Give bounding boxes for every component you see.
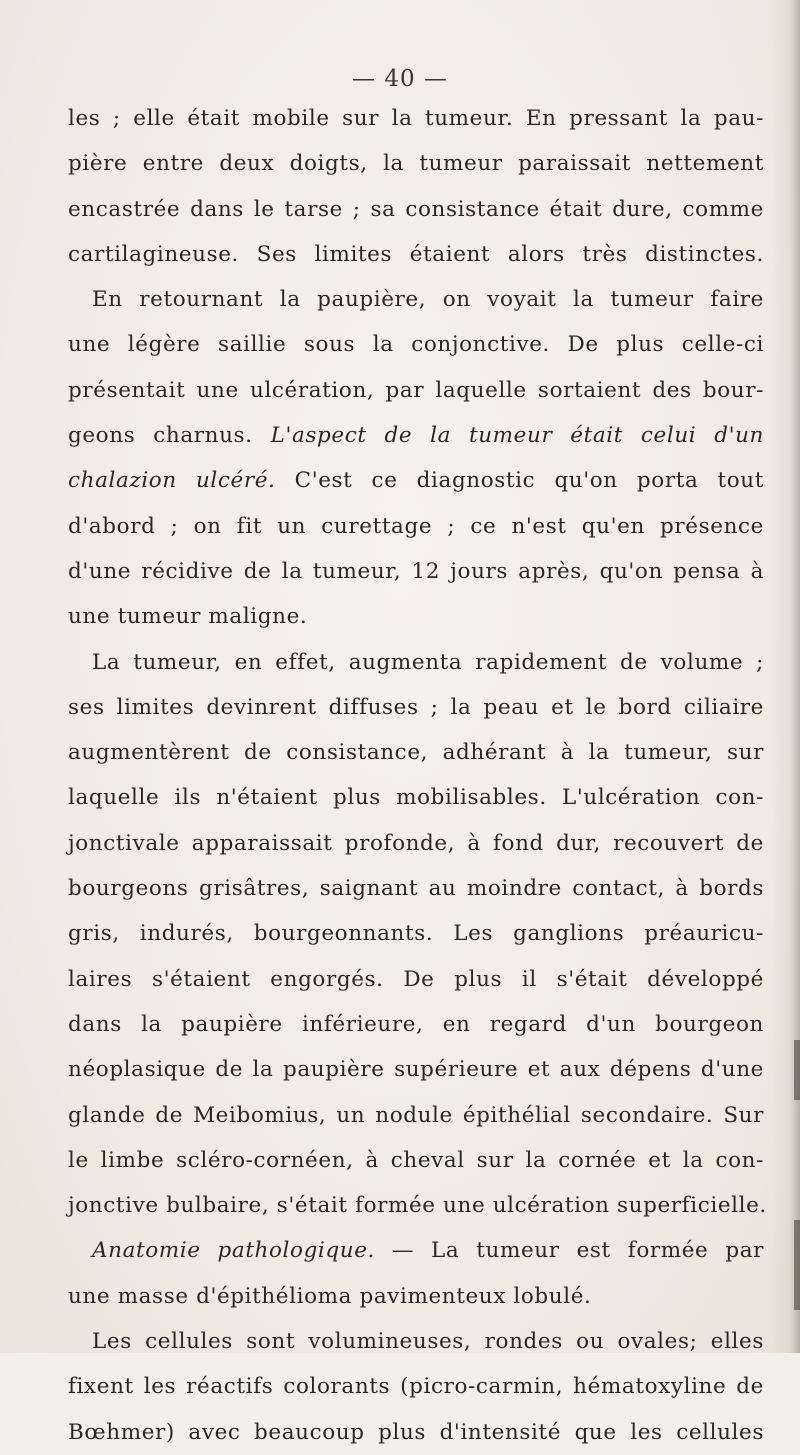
text-line	[68, 368, 764, 413]
text-segment: dans la paupière inférieure, en regard d'un bourgeon	[68, 1011, 764, 1037]
text-line	[68, 549, 764, 594]
text-segment: d'abord ; on fit un curettage ; ce n'est qu'en présence	[68, 513, 764, 539]
text-line	[68, 1093, 764, 1138]
text-segment: le limbe scléro-cornéen, à cheval sur la cornée et la con-	[68, 1147, 764, 1173]
text-segment: une masse d'épithélioma pavimenteux lobulé.	[68, 1283, 592, 1309]
text-line	[68, 1228, 764, 1273]
page-edge-shadow	[794, 1040, 800, 1100]
text-line	[68, 96, 764, 141]
text-segment: d'une récidive de la tumeur, 12 jours après, qu'on pensa à	[68, 558, 764, 584]
text-segment: — La tumeur est formée par	[374, 1238, 765, 1264]
italic-text-segment: L'aspect de la tumeur était celui d'un	[270, 423, 764, 449]
text-line	[68, 685, 764, 730]
text-segment: glande de Meibomius, un nodule épithélial secondaire. Sur	[68, 1102, 764, 1128]
text-segment: augmentèrent de consistance, adhérant à la tumeur, sur	[68, 740, 764, 766]
text-segment: une légère saillie sous la conjonctive. De plus celle-ci	[68, 332, 764, 358]
text-segment: fixent les réactifs colorants (picro-carmin, hématoxyline de	[68, 1374, 764, 1400]
text-segment: En retournant la paupière, on voyait la tumeur faire	[92, 287, 764, 313]
text-line	[68, 730, 764, 775]
text-line	[68, 1183, 767, 1228]
text-segment: présentait une ulcération, par laquelle sortaient des bour-	[68, 377, 764, 403]
text-line	[68, 413, 764, 458]
text-segment: La tumeur, en effet, augmenta rapidement de volume ;	[92, 649, 764, 675]
text-line	[68, 1410, 764, 1455]
page-edge-shadow	[794, 1220, 800, 1310]
text-line	[68, 1002, 764, 1047]
text-line	[68, 187, 764, 232]
text-segment: geons charnus.	[68, 423, 271, 449]
text-segment: C'est ce diagnostic qu'on porta tout	[275, 468, 764, 494]
text-segment: jonctive bulbaire, s'était formée une ulcération superficielle.	[68, 1193, 767, 1219]
page-number-header: — 40 —	[352, 66, 448, 92]
text-segment: ses limites devinrent diffuses ; la peau et le bord ciliaire	[68, 694, 764, 720]
text-segment: Bœhmer) avec beaucoup plus d'intensité que les cellules	[68, 1419, 764, 1445]
text-line	[68, 141, 764, 186]
text-segment: pière entre deux doigts, la tumeur paraissait nettement	[68, 151, 764, 177]
text-segment: néoplasique de la paupière supérieure et aux dépens d'une	[68, 1057, 764, 1083]
text-line	[68, 322, 764, 367]
text-line	[68, 1274, 764, 1319]
text-segment: Les cellules sont volumineuses, rondes ou ovales; elles	[92, 1329, 764, 1355]
text-line	[68, 458, 764, 503]
text-segment: bourgeons grisâtres, saignant au moindre contact, à bords	[68, 876, 764, 902]
text-segment: gris, indurés, bourgeonnants. Les ganglions préauricu-	[68, 921, 764, 947]
text-segment: jonctivale apparaissait profonde, à fond dur, recouvert de	[68, 830, 764, 856]
text-line	[68, 277, 764, 322]
text-line	[68, 1138, 764, 1183]
text-line	[68, 504, 764, 549]
text-segment: cartilagineuse. Ses limites étaient alors très distinctes.	[68, 241, 764, 267]
text-line	[68, 866, 764, 911]
text-line	[68, 232, 764, 277]
text-line	[68, 640, 764, 685]
text-line	[68, 1319, 764, 1364]
text-segment: une tumeur maligne.	[68, 604, 308, 630]
text-segment: les ; elle était mobile sur la tumeur. En pressant la pau-	[68, 106, 764, 131]
text-line	[68, 911, 764, 956]
text-line	[68, 594, 764, 639]
italic-text-segment: chalazion ulcéré.	[68, 468, 276, 494]
text-line	[68, 775, 764, 820]
text-line	[68, 821, 764, 866]
text-line	[68, 1047, 764, 1092]
italic-text-segment: Anatomie pathologique.	[92, 1238, 375, 1264]
text-line	[68, 1364, 764, 1409]
text-segment: laires s'étaient engorgés. De plus il s'était développé	[68, 966, 764, 992]
text-line	[68, 957, 764, 1002]
text-segment: encastrée dans le tarse ; sa consistance était dure, comme	[68, 196, 764, 222]
text-segment: laquelle ils n'étaient plus mobilisables. L'ulcération con-	[68, 785, 764, 811]
body-text	[68, 96, 767, 1455]
